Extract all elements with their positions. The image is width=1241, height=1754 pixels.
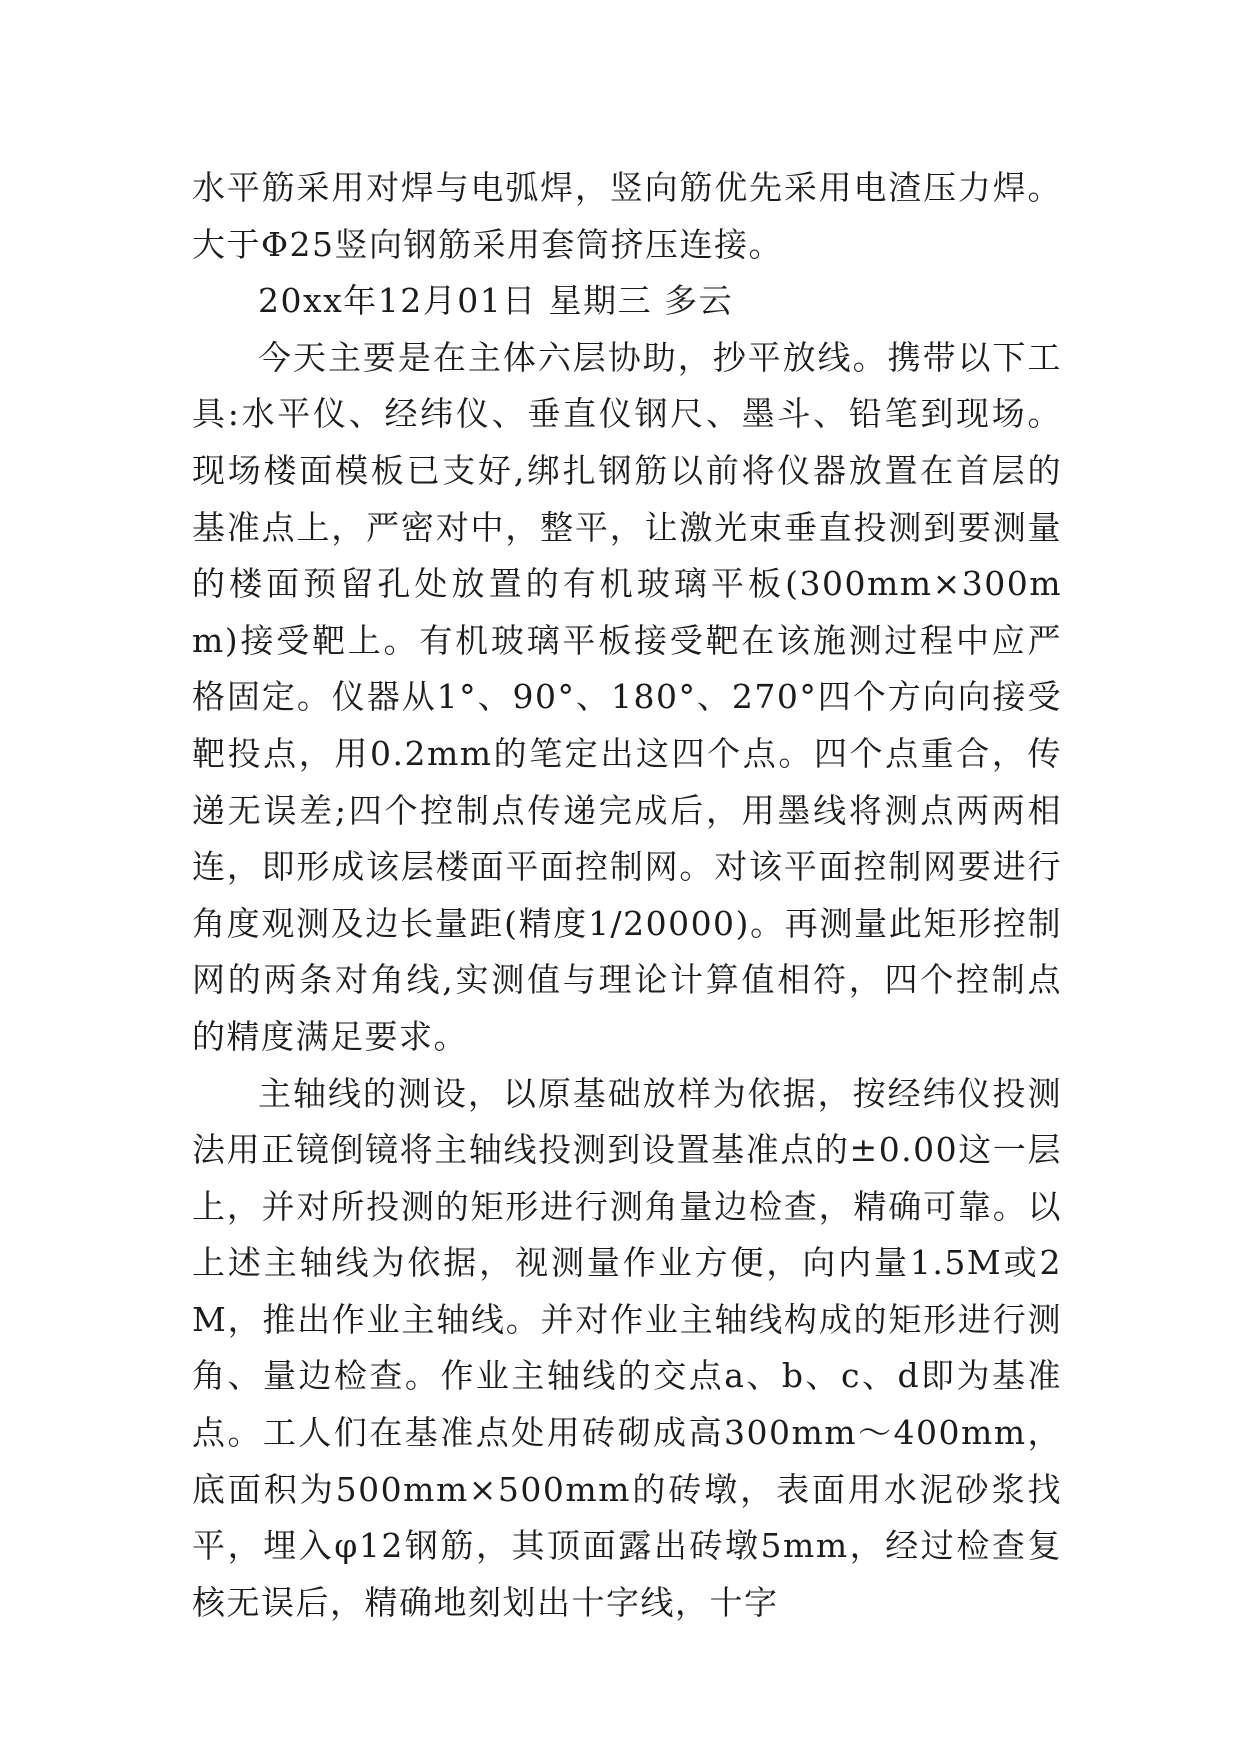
paragraph-main-axis: 主轴线的测设，以原基础放样为依据，按经纬仪投测法用正镜倒镜将主轴线投测到设置基准点的±0.00这一层上，并对所投测的矩形进行测角量边检查，精确可靠。以上述主轴线为依据，视测量作业方便，向内量1.5M或2M，推出作业主轴线。并对作业主轴线构成的矩形进行测角、量边检查。作业主轴线的交点a、b、c、d即为基准点。工人们在基准点处用砖砌成高300mm～400mm，底面积为500mm×500mm的砖墩，表面用水泥砂浆找平，埋入φ12钢筋，其顶面露出砖墩5mm，经过检查复核无误后，精确地刻划出十字线，十字 [192, 1073, 1062, 1622]
paragraph-welding-methods: 水平筋采用对焊与电弧焊，竖向筋优先采用电渣压力焊。大于Φ25竖向钢筋采用套筒挤压连接。 [192, 168, 1062, 264]
paragraph-survey-work: 今天主要是在主体六层协助，抄平放线。携带以下工具:水平仪、经纬仪、垂直仪钢尺、墨斗、铅笔到现场。现场楼面模板已支好,绑扎钢筋以前将仪器放置在首层的基准点上，严密对中，整平，让激光束垂直投测到要测量的楼面预留孔处放置的有机玻璃平板(300mm×300mm)接受靶上。有机玻璃平板接受靶在该施测过程中应严格固定。仪器从1°、90°、180°、270°四个方向向接受靶投点，用0.2mm的笔定出这四个点。四个点重合，传递无误差;四个控制点传递完成后，用墨线将测点两两相连，即形成该层楼面平面控制网。对该平面控制网要进行角度观测及边长量距(精度1/20000)。再测量此矩形控制网的两条对角线,实测值与理论计算值相符，四个控制点的精度满足要求。 [192, 337, 1062, 1056]
document-body [192, 160, 1062, 1631]
diary-date-line: 20xx年12月01日 星期三 多云 [258, 281, 734, 321]
